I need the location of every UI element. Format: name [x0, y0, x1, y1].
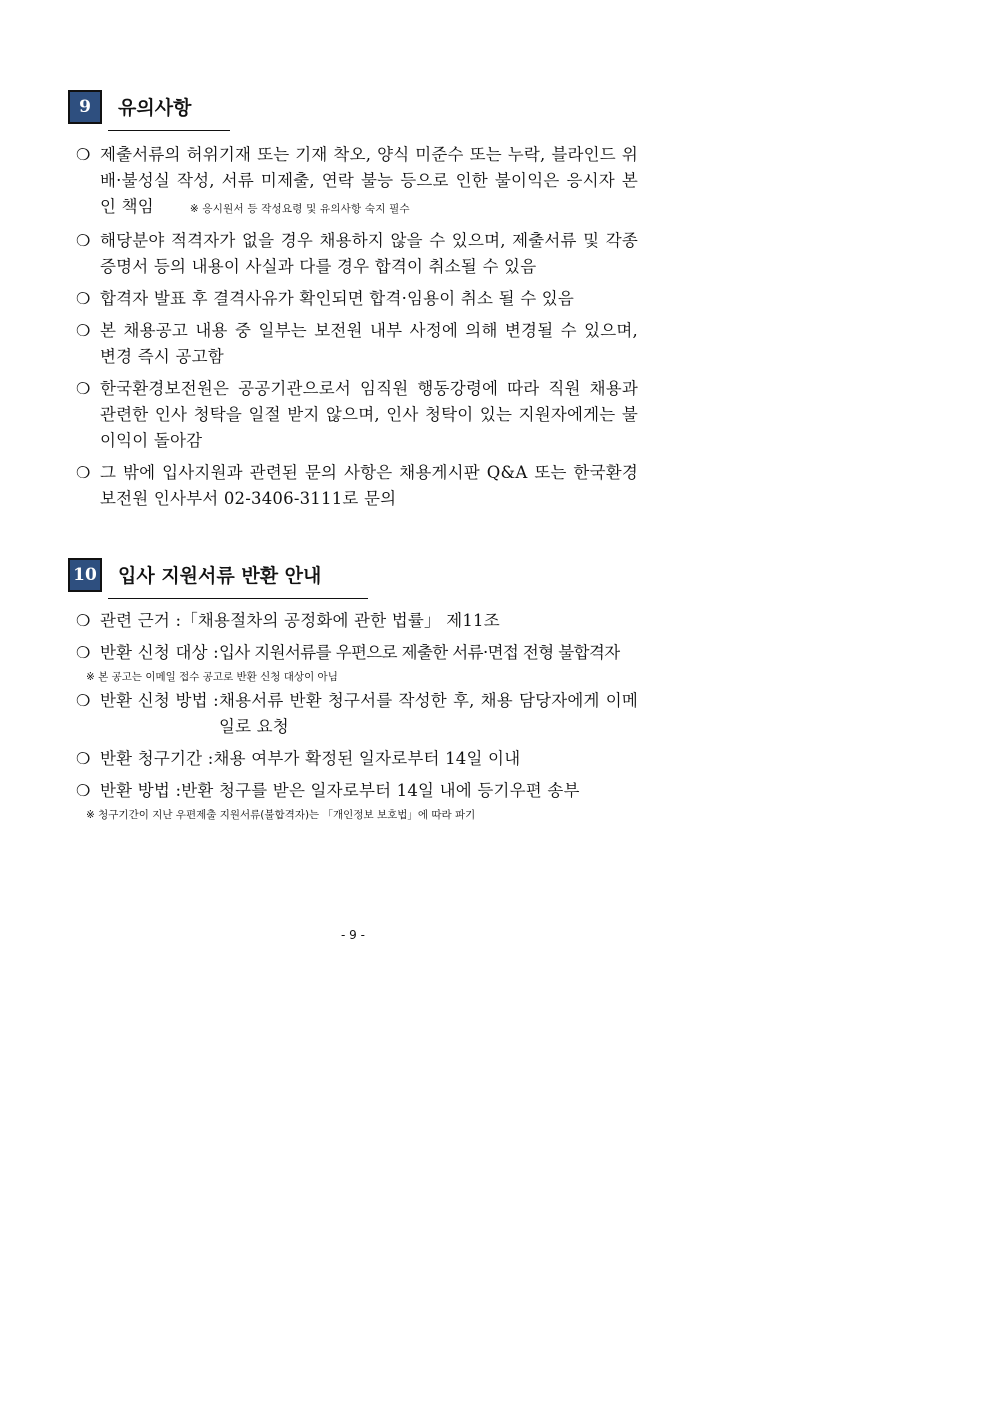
- item-value: 채용서류 반환 청구서를 작성한 후, 채용 담당자에게 이메일로 요청: [218, 691, 638, 736]
- section-title: 유의사항: [118, 97, 192, 119]
- list-item: [76, 228, 638, 280]
- item-text: 합격자 발표 후 결격사유가 확인되면 합격·임용이 취소 될 수 있음: [100, 289, 575, 308]
- item-value: 채용 여부가 확정된 일자로부터 14일 이내: [213, 749, 521, 768]
- circle-bullet-icon: ❍: [76, 289, 91, 308]
- circle-bullet-icon: ❍: [76, 463, 91, 482]
- section-10: [68, 558, 638, 821]
- circle-bullet-icon: ❍: [76, 611, 91, 630]
- circle-bullet-icon: ❍: [76, 379, 91, 398]
- circle-bullet-icon: ❍: [76, 643, 91, 662]
- item-text: 한국환경보전원은 공공기관으로서 임직원 행동강령에 따라 직원 채용과 관련한 인사 청탁을 일절 받지 않으며, 인사 청탁이 있는 지원자에게는 불이익이 돌아감: [100, 379, 638, 450]
- circle-bullet-icon: ❍: [76, 231, 91, 250]
- title-underline: [108, 130, 230, 131]
- list-item: [76, 376, 638, 454]
- item-text: 제출서류의 허위기재 또는 기재 착오, 양식 미준수 또는 누락, 블라인드 위배·불성실 작성, 서류 미제출, 연락 불능 등으로 인한 불이익은 응시자 본인 책임: [100, 145, 638, 216]
- circle-bullet-icon: ❍: [76, 749, 91, 768]
- section-title: 입사 지원서류 반환 안내: [118, 565, 322, 587]
- section-9-header: [68, 90, 638, 132]
- section-10-header: [68, 558, 638, 600]
- section-number-badge: 10: [68, 558, 102, 592]
- circle-bullet-icon: ❍: [76, 691, 91, 710]
- list-item: [76, 286, 638, 312]
- item-note: ※ 청구기간이 지난 우편제출 지원서류(불합격자)는 「개인정보 보호법」에 따라 파기: [86, 809, 476, 821]
- list-item: [76, 318, 638, 370]
- circle-bullet-icon: ❍: [76, 145, 91, 164]
- item-text: 그 밖에 입사지원과 관련된 문의 사항은 채용게시판 Q&A 또는 한국환경보전원 인사부서 02-3406-3111로 문의: [100, 463, 638, 508]
- section-number-badge: 9: [68, 90, 102, 124]
- title-underline: [108, 598, 368, 599]
- item-label: 반환 신청 방법 :: [100, 691, 219, 710]
- item-value: 「채용절차의 공정화에 관한 법률」 제11조: [181, 611, 500, 630]
- list-item: [76, 608, 638, 634]
- item-note: ※ 응시원서 등 작성요령 및 유의사항 숙지 필수: [189, 203, 410, 215]
- item-label: 반환 청구기간 :: [100, 749, 214, 768]
- list-item: [76, 746, 638, 772]
- list-item: [76, 142, 638, 222]
- item-value: 입사 지원서류를 우편으로 제출한 서류·면접 전형 불합격자: [218, 643, 620, 662]
- list-item: [76, 460, 638, 512]
- item-label: 관련 근거 :: [100, 611, 182, 630]
- item-note: ※ 본 공고는 이메일 접수 공고로 반환 신청 대상이 아님: [86, 671, 338, 683]
- circle-bullet-icon: ❍: [76, 781, 91, 800]
- item-label: 반환 방법 :: [100, 781, 182, 800]
- list-item: [76, 778, 638, 804]
- notice-list: [76, 142, 638, 518]
- list-item: [76, 640, 638, 666]
- item-value: 반환 청구를 받은 일자로부터 14일 내에 등기우편 송부: [181, 781, 580, 800]
- list-item: [76, 688, 638, 740]
- circle-bullet-icon: ❍: [76, 321, 91, 340]
- return-info-list: [76, 608, 638, 826]
- item-label: 반환 신청 대상 :: [100, 643, 219, 662]
- section-9: [68, 90, 638, 508]
- page-number: - 9 -: [341, 928, 365, 942]
- item-text: 해당분야 적격자가 없을 경우 채용하지 않을 수 있으며, 제출서류 및 각종 증명서 등의 내용이 사실과 다를 경우 합격이 취소될 수 있음: [100, 231, 638, 276]
- item-text: 본 채용공고 내용 중 일부는 보전원 내부 사정에 의해 변경될 수 있으며, 변경 즉시 공고함: [100, 321, 638, 366]
